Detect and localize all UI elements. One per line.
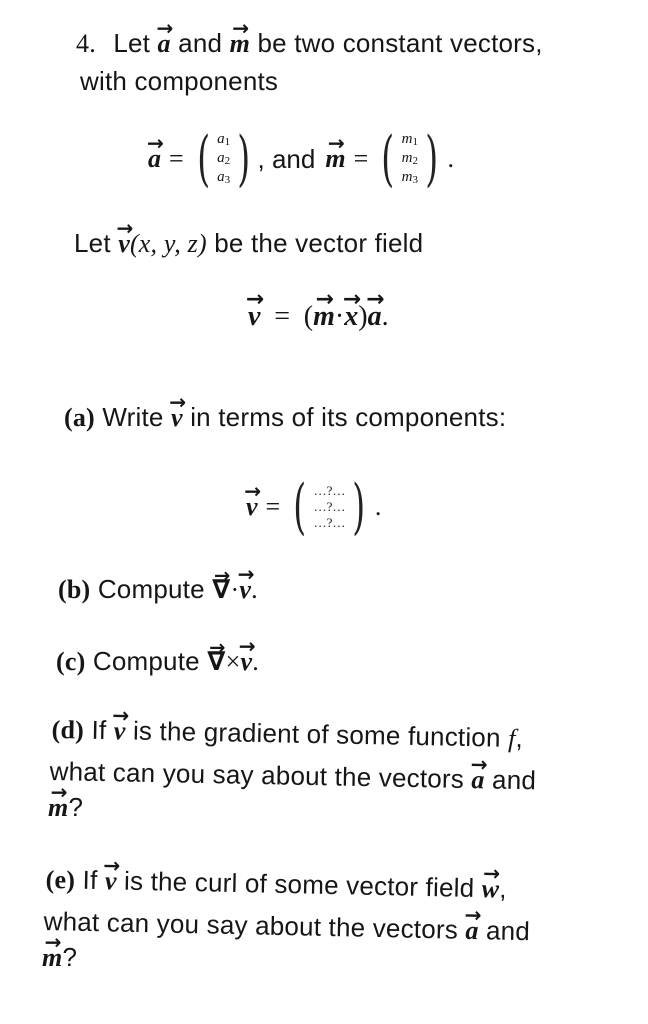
m2-component: $m_2$ bbox=[401, 149, 419, 167]
and-word: , and bbox=[257, 143, 316, 174]
unknown-component-1: …?… bbox=[313, 483, 346, 498]
vector-m: → m bbox=[325, 144, 345, 174]
field-let: Let bbox=[74, 228, 111, 258]
comma: , bbox=[515, 722, 524, 754]
part-a bbox=[64, 402, 506, 433]
unknown-components-equation bbox=[246, 472, 382, 542]
m3-component: $m_3$ bbox=[401, 168, 419, 186]
part-a-text1: Write bbox=[102, 402, 164, 432]
vector-m: → m bbox=[42, 943, 62, 973]
part-d-line2 bbox=[49, 756, 536, 796]
part-e-text: is the curl of some vector field bbox=[123, 865, 475, 903]
vector-v: → v bbox=[171, 403, 183, 433]
part-d-and: and bbox=[491, 764, 537, 796]
m1-component: $m_1$ bbox=[401, 130, 419, 148]
part-d-line3 bbox=[48, 792, 83, 823]
left-paren: ( bbox=[293, 472, 307, 542]
part-e-line1 bbox=[45, 864, 507, 905]
left-paren: ( bbox=[381, 124, 395, 194]
vector-v: → v bbox=[239, 575, 251, 605]
intro-rest: be two constant vectors, bbox=[257, 28, 543, 58]
part-d-line2-text: what can you say about the vectors bbox=[49, 756, 465, 794]
intro-and: and bbox=[178, 28, 223, 58]
function-f: f bbox=[507, 723, 516, 753]
part-e-and: and bbox=[485, 915, 531, 947]
period: . bbox=[252, 647, 259, 676]
dot-operator: · bbox=[230, 575, 240, 604]
vector-v: → v bbox=[248, 301, 260, 333]
right-paren: ) bbox=[237, 124, 251, 194]
vector-v: → v bbox=[246, 492, 258, 522]
equals-sign: = bbox=[353, 144, 369, 173]
part-d-text: is the gradient of some function bbox=[132, 715, 501, 753]
equals-sign: = bbox=[274, 301, 291, 332]
left-paren: ( bbox=[196, 124, 210, 194]
a2-component: $a_2$ bbox=[217, 149, 231, 167]
period: . bbox=[447, 144, 454, 173]
components-equation bbox=[148, 124, 454, 194]
part-e-line2 bbox=[43, 906, 530, 947]
question-mark: ? bbox=[62, 942, 78, 972]
right-paren: ) bbox=[425, 124, 439, 194]
period: . bbox=[251, 575, 258, 604]
field-args: (x, y, z) bbox=[129, 229, 207, 258]
question-mark: ? bbox=[68, 792, 84, 822]
part-c-text: Compute bbox=[92, 646, 200, 676]
period: . bbox=[374, 492, 382, 521]
vector-a: → a bbox=[158, 29, 171, 59]
right-paren: ) bbox=[352, 472, 366, 542]
unknown-component-3: …?… bbox=[313, 515, 346, 530]
vector-a: → a bbox=[368, 301, 382, 333]
problem-number: 4. bbox=[76, 29, 96, 58]
period: . bbox=[381, 301, 389, 332]
equals-sign: = bbox=[169, 144, 184, 173]
vector-m: → m bbox=[230, 29, 250, 59]
part-a-label: (a) bbox=[64, 403, 95, 432]
unknown-components-column bbox=[312, 483, 348, 531]
dot-operator: · bbox=[334, 301, 345, 332]
field-intro-line bbox=[74, 228, 423, 259]
nabla-icon: → ∇ bbox=[207, 647, 225, 677]
part-c bbox=[56, 646, 259, 677]
problem-intro-line2: with components bbox=[80, 66, 279, 96]
part-a-text2: in terms of its components: bbox=[190, 402, 507, 432]
part-d-line1 bbox=[51, 714, 523, 754]
part-c-label: (c) bbox=[56, 647, 86, 676]
cross-operator: × bbox=[225, 647, 241, 676]
vector-a: → a bbox=[465, 916, 479, 946]
part-b-text: Compute bbox=[97, 574, 205, 604]
part-e-if: If bbox=[82, 864, 98, 896]
problem-intro-line1 bbox=[76, 28, 543, 59]
vector-w: → w bbox=[481, 874, 499, 904]
vector-v: → v bbox=[105, 866, 117, 896]
vector-m: → m bbox=[48, 793, 68, 823]
vector-m: → m bbox=[313, 301, 335, 333]
part-e-label: (e) bbox=[45, 864, 76, 895]
comma: , bbox=[498, 873, 508, 904]
part-d-label: (d) bbox=[51, 714, 85, 745]
equals-sign: = bbox=[265, 492, 281, 521]
part-d-if: If bbox=[91, 714, 107, 746]
vector-v: → v bbox=[114, 716, 126, 746]
a-components-column bbox=[215, 131, 232, 188]
a3-component: $a_3$ bbox=[217, 168, 231, 186]
vector-a: → a bbox=[148, 144, 161, 174]
part-b-label: (b) bbox=[58, 575, 91, 604]
intro-let: Let bbox=[113, 28, 151, 58]
field-definition bbox=[248, 300, 389, 333]
nabla-icon: → ∇ bbox=[212, 575, 230, 605]
field-rest: be the vector field bbox=[214, 228, 424, 258]
vector-v: → v bbox=[240, 647, 252, 677]
m-components-column bbox=[400, 131, 420, 188]
open-paren: ( bbox=[303, 301, 314, 332]
vector-v: → v bbox=[118, 229, 130, 259]
vector-a: → a bbox=[471, 765, 485, 795]
part-e-line2-text: what can you say about the vectors bbox=[43, 906, 459, 945]
a1-component: $a_1$ bbox=[217, 130, 231, 148]
part-e-line3 bbox=[42, 942, 77, 973]
unknown-component-2: …?… bbox=[313, 499, 346, 514]
part-b bbox=[58, 574, 258, 605]
close-paren: ) bbox=[358, 301, 368, 332]
vector-x: → x bbox=[344, 301, 358, 333]
